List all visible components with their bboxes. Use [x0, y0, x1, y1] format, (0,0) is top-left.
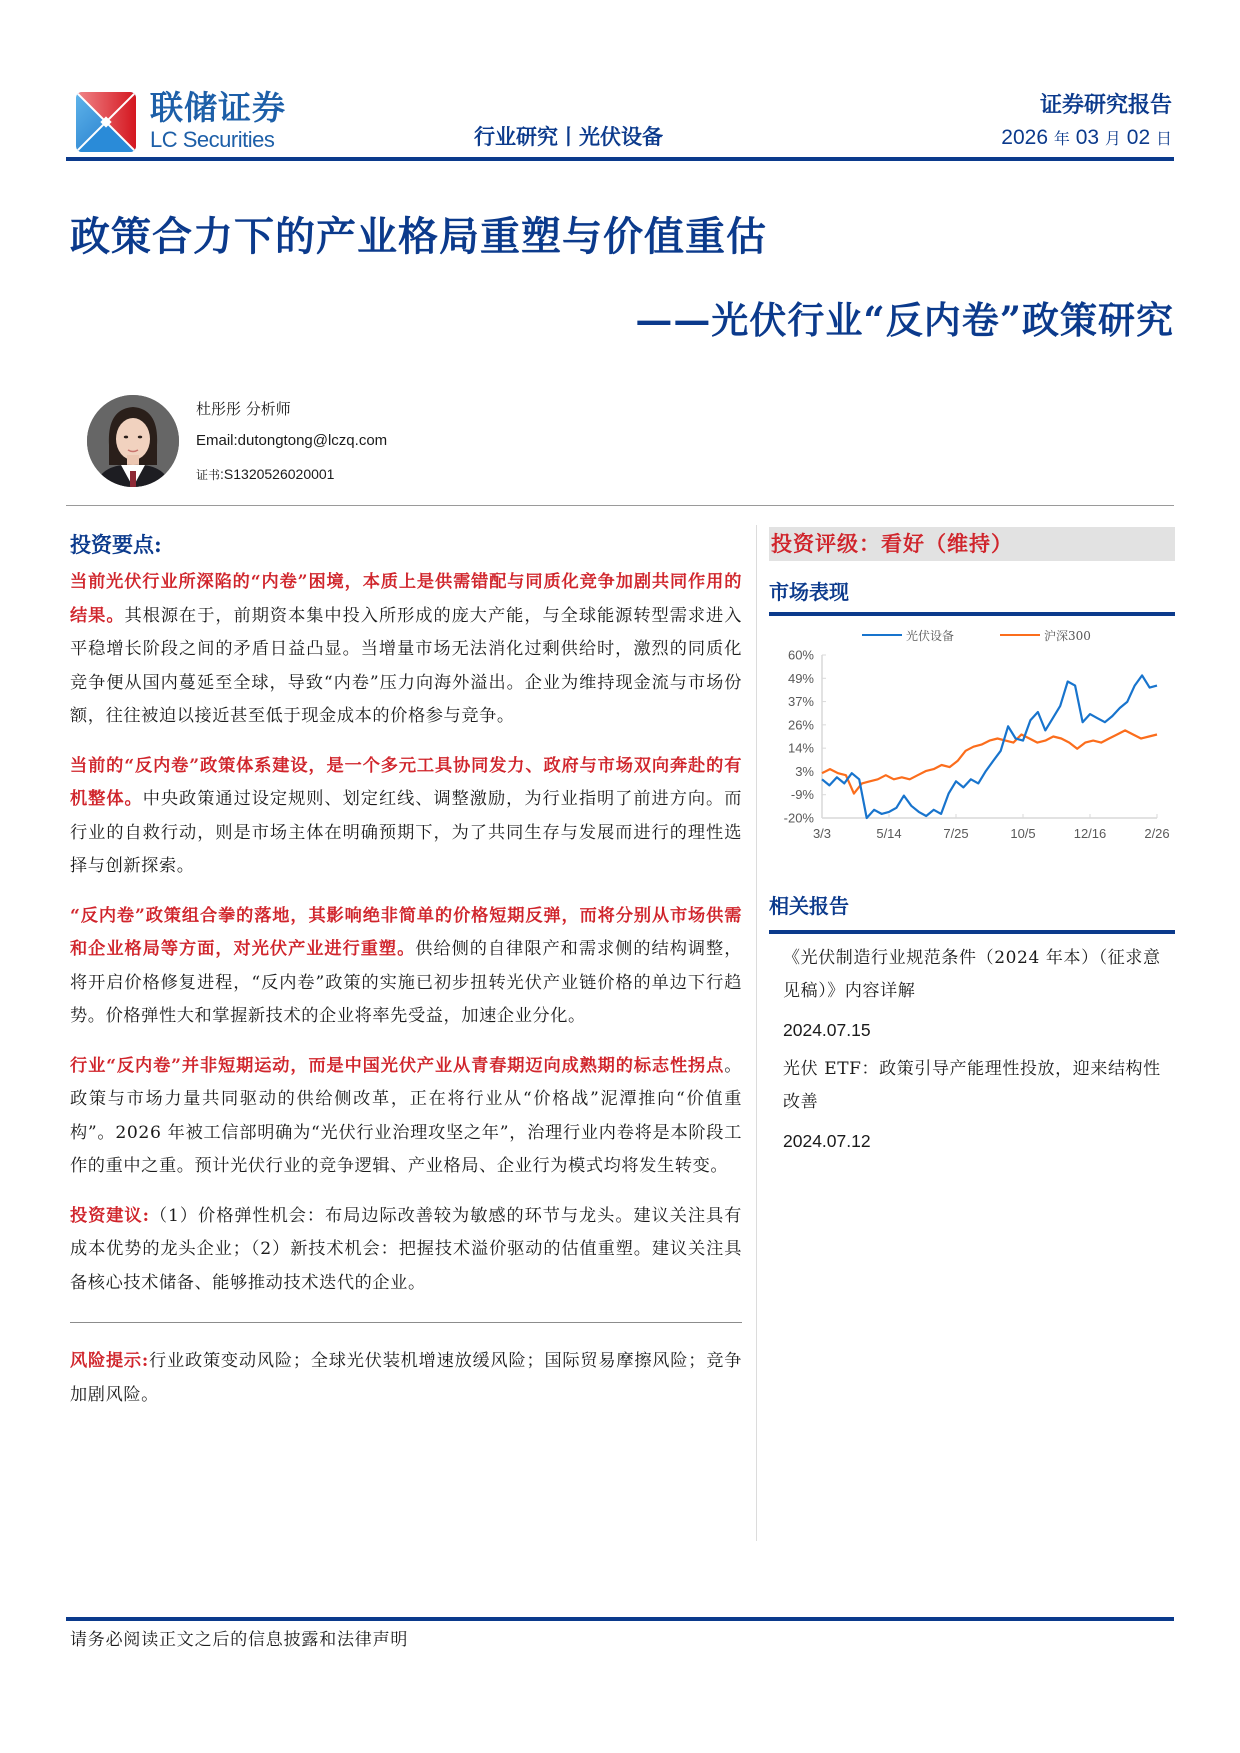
investment-advice — [70, 1200, 742, 1301]
cert-value: :S1320526020001 — [220, 466, 335, 482]
svg-text:3/3: 3/3 — [812, 826, 832, 841]
related-report-link[interactable]: 《光伏制造行业规范条件（2024 年本）（征求意见稿）》内容详解 — [783, 948, 1161, 1001]
risk-body: 行业政策变动风险；全球光伏装机增速放缓风险；国际贸易摩擦风险；竞争加剧风险。 — [70, 1351, 742, 1405]
date-year: 2026 — [1001, 126, 1049, 149]
point-body: 供给侧的自律限产和需求侧的结构调整，将开启价格修复进程，“反内卷”政策的实施已初步扭转光伏产业链价格的单边下行趋势。价格弹性大和掌握新技术的企业将率先受益，加速企业分化。 — [70, 939, 742, 1026]
date-month-unit: 月 — [1104, 129, 1121, 148]
svg-text:2/26: 2/26 — [1144, 826, 1170, 841]
advice-body: （1）价格弹性机会：布局边际改善较为敏感的环节与龙头。建议关注具有成本优势的龙头企业；（2）新技术机会：把握技术溢价驱动的估值重塑。建议关注具备核心技术储备、能够推动技术迭代的企业。 — [70, 1205, 742, 1293]
svg-text:3%: 3% — [795, 763, 814, 779]
analyst-divider — [66, 505, 1174, 506]
point-paragraph — [70, 566, 742, 734]
analyst-avatar — [87, 395, 179, 487]
cert-label: 证书 — [196, 468, 221, 482]
point-body: 中央政策通过设定规则、划定红线、调整激励，为行业指明了前进方向。而行业的自救行动，则是市场主体在明确预期下，为了共同生存与发展而进行的理性选择与创新探索。 — [70, 789, 742, 876]
chart-lines — [822, 675, 1157, 818]
investment-points-section — [70, 528, 742, 1428]
legend-label: 光伏设备 — [906, 629, 955, 643]
market-performance-section — [769, 578, 1175, 616]
date-year-unit: 年 — [1053, 129, 1070, 148]
svg-text:14%: 14% — [787, 740, 814, 756]
point-lead: 当前的“反内卷”政策体系建设，是一个多元工具协同发力、政府与市场双向奔赴的有机整体。 — [70, 755, 742, 809]
related-heading-rule — [769, 930, 1175, 934]
rating-text: 投资评级：看好（维持） — [771, 531, 1013, 556]
svg-text:37%: 37% — [787, 694, 814, 710]
legal-disclaimer[interactable]: 请务必阅读正文之后的信息披露和法律声明 — [70, 1630, 409, 1650]
report-date — [1001, 126, 1172, 151]
svg-text:-9%: -9% — [790, 787, 814, 803]
legend-label: 沪深300 — [1044, 629, 1091, 643]
svg-text:5/14: 5/14 — [876, 826, 902, 841]
risk-warning — [70, 1345, 742, 1412]
logo-english-name: LC Securities — [150, 127, 275, 152]
header-divider — [66, 157, 1174, 161]
svg-text:7/25: 7/25 — [943, 826, 969, 841]
logo-chinese-name: 联储证券 — [150, 88, 286, 127]
point-lead: 当前光伏行业所深陷的“内卷”困境，本质上是供需错配与同质化竞争加剧共同作用的结果。 — [70, 572, 742, 626]
market-heading: 市场表现 — [769, 580, 849, 604]
date-month: 03 — [1075, 126, 1100, 149]
advice-lead: 投资建议: — [70, 1205, 150, 1226]
analyst-email[interactable]: Email:dutongtong@lczq.com — [196, 432, 388, 449]
svg-text:26%: 26% — [787, 717, 814, 733]
point-paragraph — [70, 750, 742, 884]
investment-points-heading: 投资要点: — [70, 532, 162, 557]
page-subtitle: ——光伏行业“反内卷”政策研究 — [635, 298, 1174, 342]
related-report-date: 2024.07.12 — [783, 1131, 871, 1151]
related-report-date: 2024.07.15 — [783, 1020, 871, 1040]
rating-box — [769, 527, 1175, 561]
chart-legend — [862, 628, 1091, 643]
point-lead: “反内卷”政策组合拳的落地，其影响绝非简单的价格短期反弹，而将分别从市场供需和企业格局等方面，对光伏产业进行重塑。 — [70, 905, 742, 959]
point-paragraph — [70, 900, 742, 1034]
risk-divider — [70, 1322, 742, 1323]
point-body: 其根源在于，前期资本集中投入所形成的庞大产能，与全球能源转型需求进入平稳增长阶段之间的矛盾日益凸显。当增量市场无法消化过剩供给时，激烈的同质化竞争便从国内蔓延至全球，导致“内卷”压力向海外溢出。企业为维持现金流与市场份额，往往被迫以接近甚至低于现金成本的价格参与竞争。 — [70, 605, 742, 726]
logo-mark-icon — [76, 92, 136, 152]
page-title: 政策合力下的产业格局重塑与价值重估 — [70, 213, 767, 260]
svg-text:49%: 49% — [787, 670, 814, 686]
svg-text:-20%: -20% — [783, 810, 814, 826]
svg-text:12/16: 12/16 — [1073, 826, 1107, 841]
related-heading: 相关报告 — [769, 894, 849, 918]
date-day: 02 — [1126, 126, 1151, 149]
report-category: 行业研究丨光伏设备 — [474, 124, 663, 149]
related-report-link[interactable]: 光伏 ETF：政策引导产能理性投放，迎来结构性改善 — [783, 1059, 1161, 1112]
market-performance-chart — [769, 620, 1175, 850]
risk-lead: 风险提示: — [70, 1351, 149, 1371]
market-heading-rule — [769, 612, 1175, 616]
chart-y-axis — [784, 648, 826, 826]
analyst-certificate — [196, 463, 334, 486]
column-divider — [756, 525, 757, 1541]
point-body: 。政策与市场力量共同驱动的供给侧改革，正在将行业从“价格战”泥潭推向“价值重构”。2026 年被工信部明确为“光伏行业治理攻坚之年”，治理行业内卷将是本阶段工作的重中之重。预计光伏行业的竞争逻辑、产业格局、企业行为模式均将发生转变。 — [70, 1055, 742, 1176]
footer-divider — [66, 1617, 1174, 1621]
report-type: 证券研究报告 — [1039, 92, 1172, 118]
point-lead: 行业“反内卷”并非短期运动，而是中国光伏产业从青春期迈向成熟期的标志性拐点 — [70, 1055, 725, 1076]
analyst-name: 杜彤彤 分析师 — [196, 400, 291, 418]
related-reports-section — [769, 892, 1175, 1158]
svg-text:60%: 60% — [787, 647, 814, 663]
point-paragraph — [70, 1050, 742, 1184]
date-day-unit: 日 — [1155, 129, 1172, 148]
svg-text:10/5: 10/5 — [1010, 826, 1036, 841]
